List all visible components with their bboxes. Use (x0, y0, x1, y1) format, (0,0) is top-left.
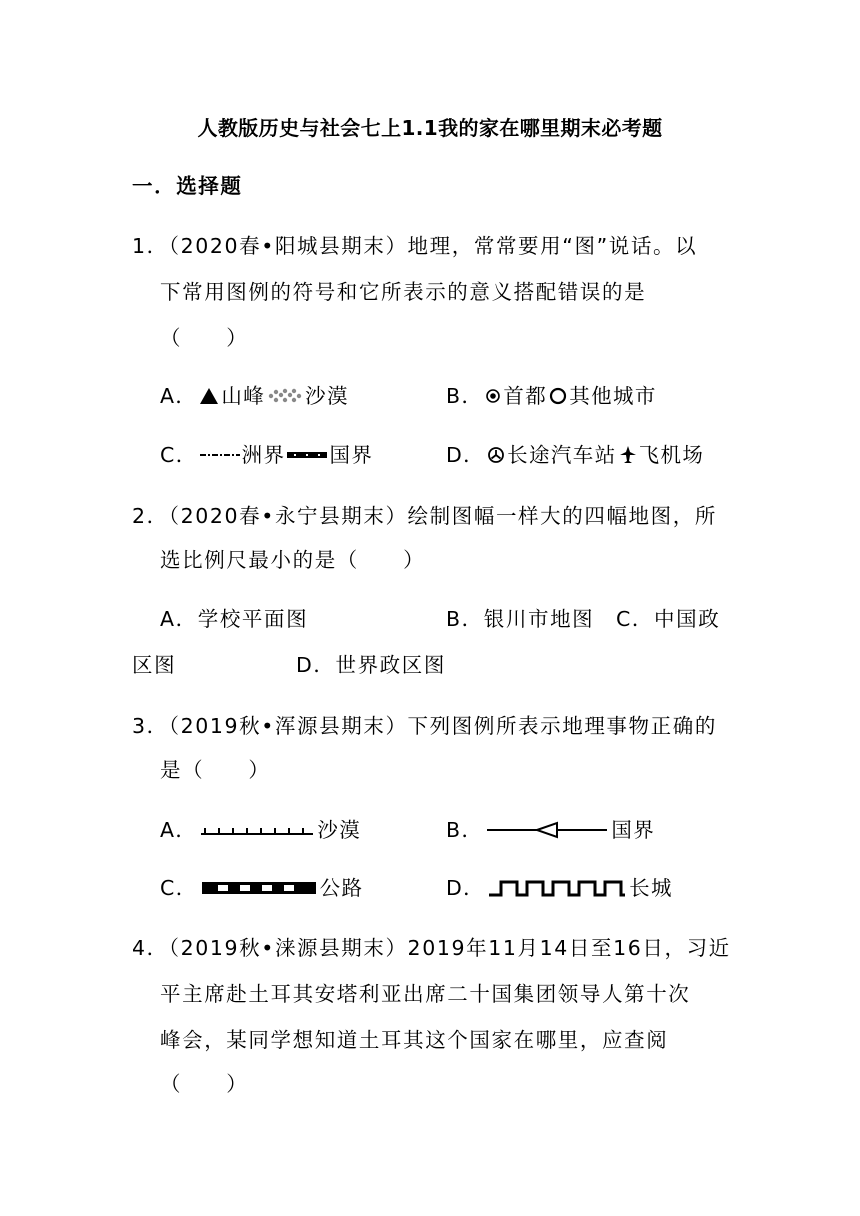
airport-icon (619, 445, 637, 465)
q2-option-c: C．中国政 (616, 607, 721, 631)
dashed-band-symbol-icon (200, 881, 318, 895)
option-letter: A． (160, 818, 198, 842)
q4-line-2: 平主席赴土耳其安塔利亚出席二十国集团领导人第十次 (160, 982, 691, 1006)
capital-city-icon (485, 388, 501, 404)
option-label: 公路 (319, 876, 364, 900)
option-letter: B． (446, 818, 484, 842)
option-letter: D． (446, 443, 486, 467)
great-wall-symbol-icon (487, 878, 627, 898)
tick-line-symbol-icon (199, 823, 315, 837)
q3-line-2: 是（ ） (160, 758, 271, 782)
document-title: 人教版历史与社会七上1.1我的家在哪里期末必考题 (197, 116, 663, 140)
q2-option-b: B．银川市地图 (446, 607, 595, 631)
option-letter: C． (160, 443, 198, 467)
national-boundary-icon (287, 450, 327, 460)
option-label: 长城 (629, 876, 673, 900)
option-label: 沙漠 (305, 384, 349, 408)
option-letter: B． (446, 384, 484, 408)
q3-line-1: 3．（2019秋•浑源县期末）下列图例所表示地理事物正确的 (132, 714, 717, 738)
q3-option-d (446, 874, 673, 902)
q4-line-1: 4．（2019秋•涞源县期末）2019年11月14日至16日，习近 (132, 936, 731, 960)
option-label: 首都 (503, 384, 548, 408)
desert-symbol-icon (267, 386, 303, 406)
q3-option-a (160, 816, 361, 844)
q1-line-1: 1．（2020春•阳城县期末）地理，常常要用“图”说话。以 (132, 234, 698, 258)
q3-option-b (446, 816, 655, 844)
section-heading: 一．选择题 (132, 174, 243, 198)
bus-station-icon (487, 446, 505, 464)
option-letter: D． (446, 876, 486, 900)
option-label: 洲界 (241, 443, 286, 467)
q4-line-4: （ ） (160, 1072, 249, 1096)
option-label: 国界 (611, 818, 656, 842)
q2-option-d: D．世界政区图 (296, 653, 446, 677)
mountain-peak-icon (199, 386, 219, 406)
arrow-line-symbol-icon (485, 820, 609, 840)
option-label: 其他城市 (569, 384, 657, 408)
q1-line-3: （ ） (160, 326, 249, 350)
q4-line-3: 峰会，某同学想知道土耳其这个国家在哪里，应查阅 (160, 1028, 669, 1052)
q3-option-c (160, 874, 363, 902)
q2-line-1: 2．（2020春•永宁县期末）绘制图幅一样大的四幅地图，所 (132, 504, 717, 528)
option-label: 长途汽车站 (507, 443, 617, 467)
other-city-icon (549, 387, 567, 405)
q1-option-a (160, 382, 349, 410)
q1-option-c (160, 441, 373, 469)
q1-option-d (446, 441, 704, 469)
q1-option-b (446, 382, 657, 410)
option-label: 沙漠 (317, 818, 362, 842)
continent-boundary-icon (200, 450, 240, 460)
option-letter: C． (160, 876, 198, 900)
option-label: 国界 (329, 443, 374, 467)
q2-line-2: 选比例尺最小的是（ ） (160, 548, 426, 572)
option-letter: A． (160, 384, 198, 408)
q1-line-2: 下常用图例的符号和它所表示的意义搭配错误的是 (160, 280, 647, 304)
q2-option-c-continued: 区图 (132, 653, 177, 677)
option-label: 山峰 (221, 384, 266, 408)
q2-option-a: A．学校平面图 (160, 607, 309, 631)
option-label: 飞机场 (638, 443, 705, 467)
